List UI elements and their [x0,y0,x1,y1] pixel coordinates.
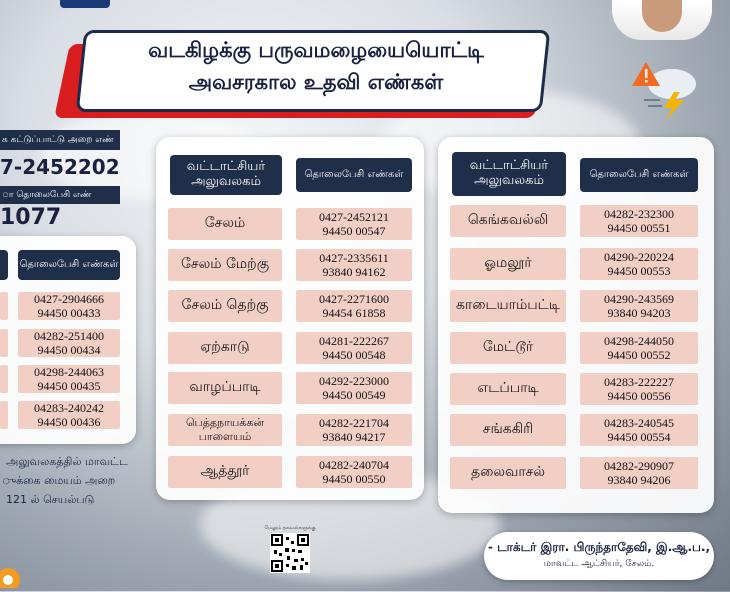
emblem-icon [0,556,32,588]
phone-cell [18,401,120,429]
phone-number: 94450 00548 [322,348,386,362]
phone-cell [580,414,698,446]
phone-cell [580,248,698,280]
office-name: பெத்தநாயக்கன் பாளையம் [168,414,282,446]
signature-name: - டாக்டர் இரா. பிருந்தாதேவி, இ.ஆ.ப., [487,540,711,554]
toll-free-label: ா தொலைபேசி எண் [0,186,120,204]
office-name: ஆத்தூர் [168,456,282,488]
phone-number: 04282-221704 [319,416,389,430]
title-line-2: அவசரகால உதவி எண்கள் [188,70,444,94]
office-name: எடப்பாடி [450,373,566,405]
middle-header-phone: தொலைபேசி எண்கள் [296,158,412,192]
phone-number: 93840 94206 [607,473,671,487]
office-name: சேலம் தெற்கு [168,290,282,322]
phone-cell [580,205,698,237]
control-room-number: 7-2452202 [0,155,120,179]
phone-cell [296,414,412,446]
left-name-stub [0,329,8,357]
signature-designation: மாவட்ட ஆட்சியர், சேலம். [543,559,655,569]
phone-number: 93840 94217 [322,430,386,444]
phone-number: 94450 00553 [607,264,671,278]
page-title [96,34,536,98]
office-name: ஓமலூர் [450,248,566,280]
phone-number: 94450 00556 [607,389,671,403]
left-note-line-3: 121 ல் செயல்படு [6,493,95,506]
office-name: கெங்கவல்லி [450,205,566,237]
phone-number: 93840 94162 [322,265,386,279]
phone-number: 04290-243569 [604,292,674,306]
warning-cloud-icon [630,58,700,120]
phone-number: 04281-222267 [319,334,389,348]
office-name: தலைவாசல் [450,457,566,489]
office-name: வாழப்பாடி [168,372,282,404]
portrait-photo [612,0,712,40]
phone-number: 94450 00433 [37,306,101,320]
phone-number: 94450 00547 [322,224,386,238]
qr-caption: மேலும் தகவல்களுக்கு [264,525,316,531]
phone-number: 04282-240704 [319,458,389,472]
office-name: சேலம் [168,208,282,240]
phone-cell [296,456,412,488]
phone-number: 0427-2452121 [319,210,389,224]
phone-number: 94450 00552 [607,348,671,362]
phone-number: 04282-232300 [604,207,674,221]
phone-number: 94450 00549 [322,388,386,402]
right-header-name: வட்டாட்சியர் அலுவலகம் [452,152,566,196]
phone-number: 94454 61858 [322,306,386,320]
left-header-stub [0,250,8,280]
phone-cell [18,329,120,357]
left-name-stub [0,292,8,320]
phone-number: 93840 94203 [607,306,671,320]
title-line-1: வடகிழக்கு பருவமழையையொட்டி [148,38,484,62]
phone-cell [296,290,412,322]
phone-cell [296,208,412,240]
phone-cell [580,457,698,489]
phone-number: 04283-222227 [604,375,674,389]
phone-cell [296,372,412,404]
left-header-phone: தொலைபேசி எண்கள் [18,250,120,280]
phone-number: 04292-223000 [319,374,389,388]
logo [60,0,110,8]
office-name: சங்ககிரி [450,414,566,446]
phone-cell [18,365,120,393]
phone-number: 94450 00435 [37,379,101,393]
phone-number: 04283-240545 [604,416,674,430]
phone-number: 04290-220224 [604,250,674,264]
left-note [0,452,150,509]
phone-number: 94450 00436 [37,415,101,429]
phone-number: 0427-2271600 [319,292,389,306]
middle-header-name: வட்டாட்சியர் அலுவலகம் [170,155,282,195]
office-name: காடையாம்பட்டி [450,290,566,322]
phone-cell [580,332,698,364]
phone-cell [18,292,120,320]
office-name: சேலம் மேற்கு [168,249,282,281]
phone-cell [296,332,412,364]
control-room-label: க கட்டுப்பாட்டு அறை எண் [0,130,120,150]
phone-number: 94450 00554 [607,430,671,444]
phone-cell [296,249,412,281]
phone-number: 94450 00434 [37,343,101,357]
left-note-line-1: அலுவலகத்தில் மாவட்ட [6,455,128,468]
phone-number: 94450 00550 [322,472,386,486]
phone-cell [580,290,698,322]
left-name-stub [0,365,8,393]
left-name-stub [0,401,8,429]
right-header-phone: தொலைபேசி எண்கள் [580,158,698,192]
left-note-line-2: ுக்கை மையம் அறை [2,474,116,487]
toll-free-number: 1077 [0,205,62,230]
phone-number: 0427-2904666 [34,292,104,306]
phone-number: 94450 00551 [607,221,671,235]
phone-cell [580,373,698,405]
qr-code-icon [270,533,310,573]
office-name: ஏற்காடு [168,332,282,364]
phone-number: 04282-290907 [604,459,674,473]
phone-number: 04298-244050 [604,334,674,348]
signature-box [484,532,714,580]
phone-number: 04298-244063 [34,365,104,379]
office-name: மேட்டூர் [450,332,566,364]
phone-number: 04283-240242 [34,401,104,415]
phone-number: 04282-251400 [34,329,104,343]
phone-number: 0427-2335611 [319,251,389,265]
